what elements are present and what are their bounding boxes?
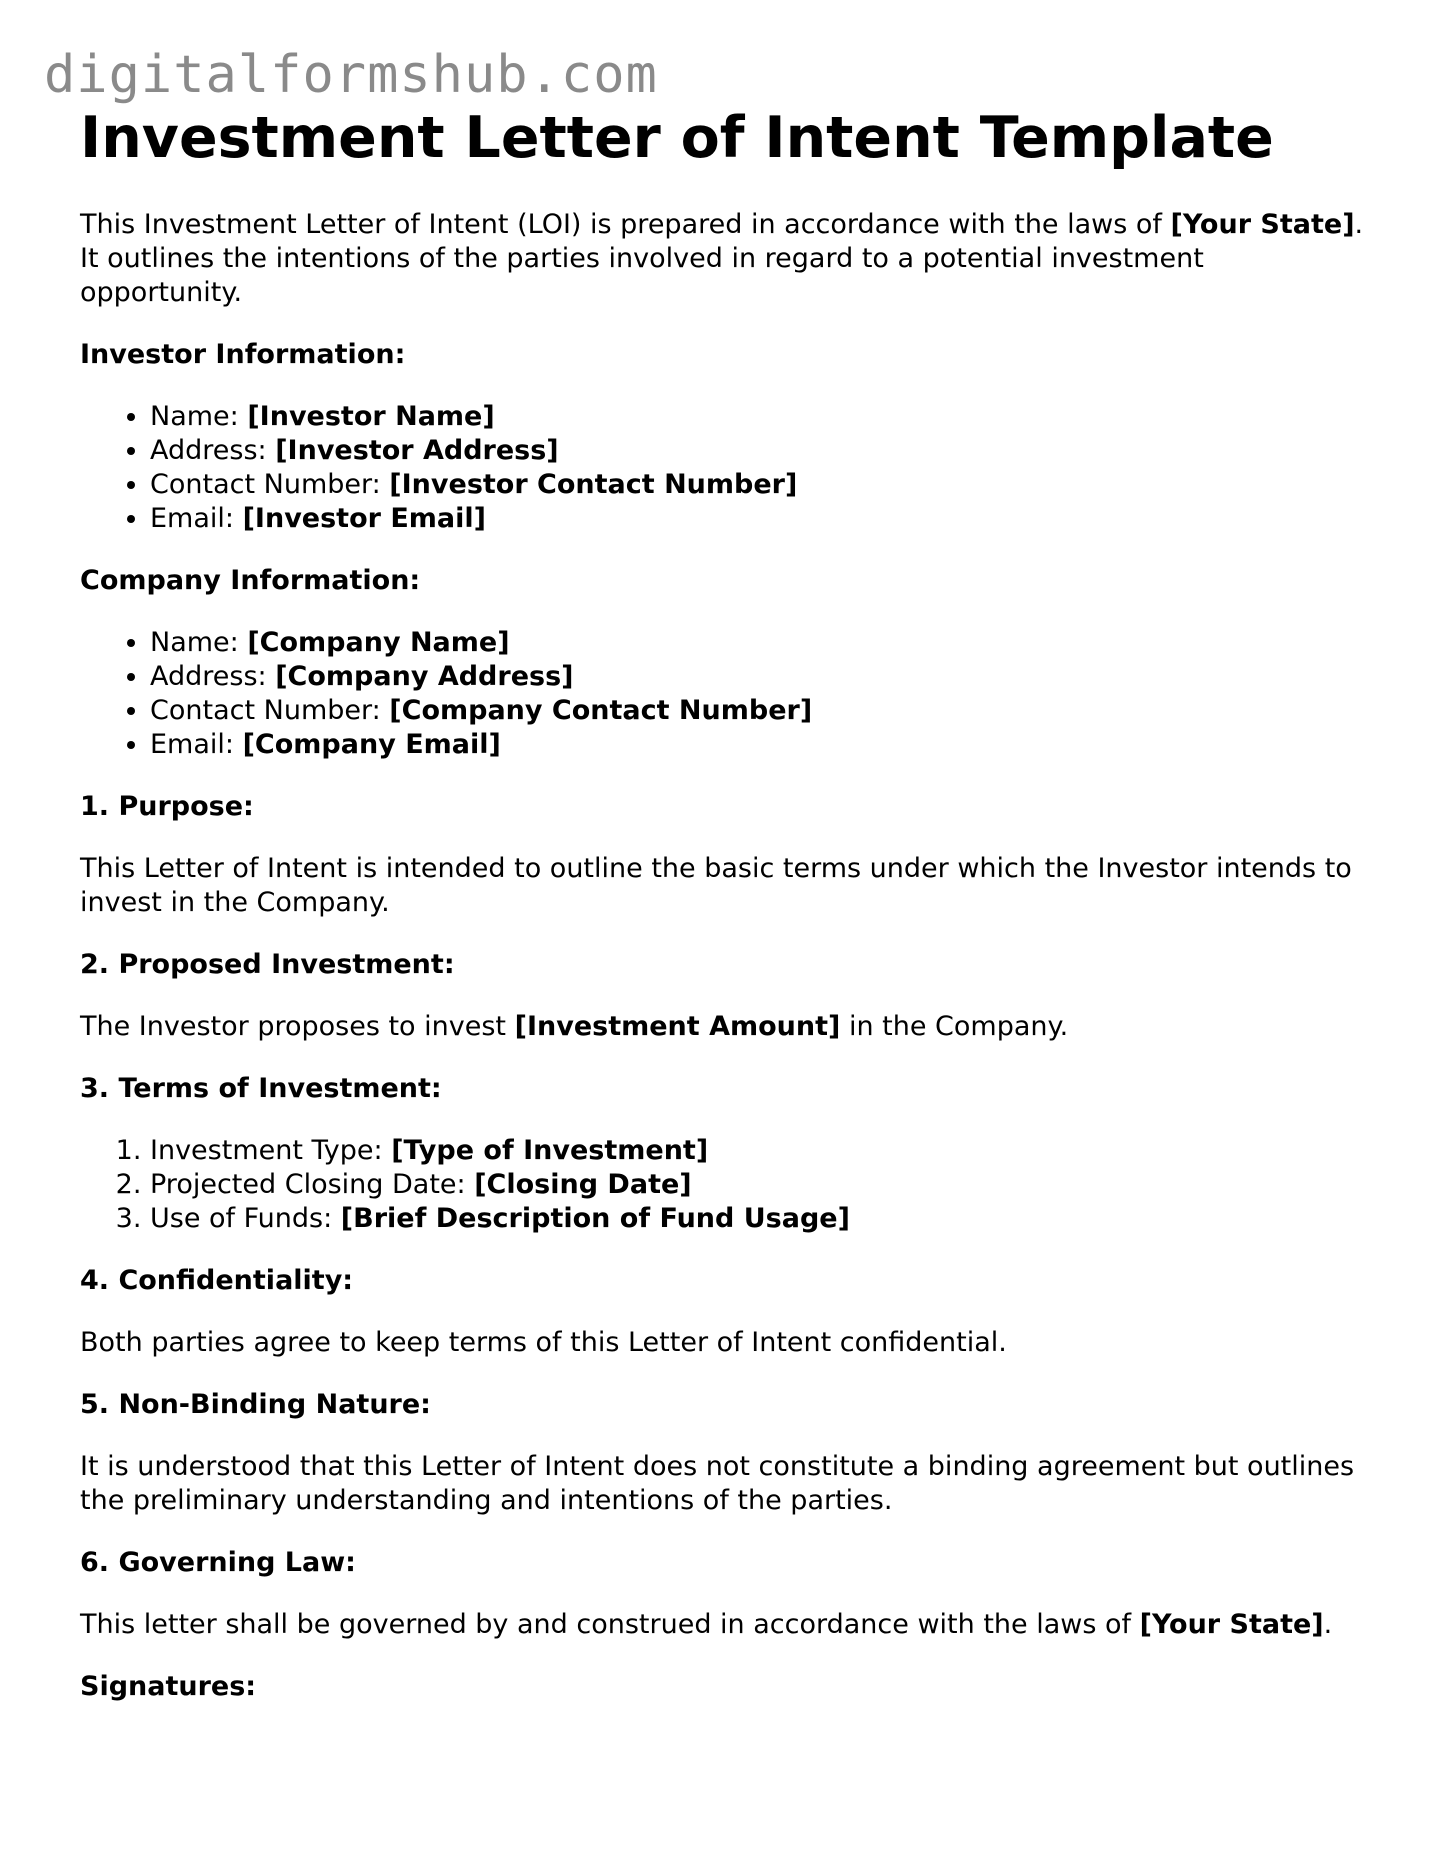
investor-contact-placeholder: [Investor Contact Number] xyxy=(389,469,798,500)
investor-email-label: Email: xyxy=(150,503,243,534)
proposed-text-end: in the Company. xyxy=(840,1011,1069,1042)
closing-date-placeholder: [Closing Date] xyxy=(474,1169,692,1200)
company-name-label: Name: xyxy=(150,627,248,658)
company-info-list xyxy=(80,626,1370,762)
document-page xyxy=(80,96,1370,1704)
investor-address-label: Address: xyxy=(150,435,276,466)
investment-type-placeholder: [Type of Investment] xyxy=(391,1135,709,1166)
company-email-placeholder: [Company Email] xyxy=(242,729,501,760)
law-text-end: . xyxy=(1323,1609,1333,1640)
investor-info-list xyxy=(80,400,1370,536)
investor-name-label: Name: xyxy=(150,401,248,432)
company-info-heading: Company Information: xyxy=(80,565,421,596)
proposed-investment-text xyxy=(80,1010,1370,1044)
use-of-funds-label: Use of Funds: xyxy=(150,1203,341,1234)
watermark-site-name: digitalformshub.com xyxy=(44,45,658,105)
terms-heading: 3. Terms of Investment: xyxy=(80,1073,442,1104)
intro-state-placeholder: [Your State] xyxy=(1170,209,1355,240)
intro-paragraph xyxy=(80,208,1370,310)
company-contact-label: Contact Number: xyxy=(150,695,390,726)
investor-email-placeholder: [Investor Email] xyxy=(242,503,487,534)
list-item xyxy=(150,660,1370,694)
purpose-heading: 1. Purpose: xyxy=(80,791,254,822)
proposed-investment-heading: 2. Proposed Investment: xyxy=(80,949,455,980)
company-contact-placeholder: [Company Contact Number] xyxy=(389,695,813,726)
investor-address-placeholder: [Investor Address] xyxy=(275,435,559,466)
document-title: Investment Letter of Intent Template xyxy=(80,105,1274,171)
list-item xyxy=(150,400,1370,434)
company-address-placeholder: [Company Address] xyxy=(275,661,574,692)
investor-info-heading: Investor Information: xyxy=(80,339,406,370)
list-item xyxy=(150,1202,1370,1236)
company-name-placeholder: [Company Name] xyxy=(247,627,510,658)
investment-amount-placeholder: [Investment Amount] xyxy=(514,1011,841,1042)
list-item xyxy=(150,694,1370,728)
list-item xyxy=(150,502,1370,536)
proposed-text-start: The Investor proposes to invest xyxy=(80,1011,515,1042)
intro-text-end: . It outlines the intentions of the parties involved in regard to a potential investment opportunity. xyxy=(80,209,1364,308)
governing-law-text xyxy=(80,1608,1370,1642)
use-of-funds-placeholder: [Brief Description of Fund Usage] xyxy=(340,1203,850,1234)
non-binding-heading: 5. Non-Binding Nature: xyxy=(80,1389,431,1420)
law-state-placeholder: [Your State] xyxy=(1139,1609,1324,1640)
investment-type-label: Investment Type: xyxy=(150,1135,392,1166)
closing-date-label: Projected Closing Date: xyxy=(150,1169,475,1200)
list-item xyxy=(150,626,1370,660)
investor-contact-label: Contact Number: xyxy=(150,469,390,500)
list-item xyxy=(150,728,1370,762)
law-text-start: This letter shall be governed by and construed in accordance with the laws of xyxy=(80,1609,1140,1640)
purpose-text: This Letter of Intent is intended to outline the basic terms under which the Investor intends to invest in the Company. xyxy=(80,853,1352,918)
company-address-label: Address: xyxy=(150,661,276,692)
company-email-label: Email: xyxy=(150,729,243,760)
terms-list xyxy=(80,1134,1370,1236)
list-item xyxy=(150,1168,1370,1202)
intro-text-start: This Investment Letter of Intent (LOI) is prepared in accordance with the laws of xyxy=(80,209,1171,240)
list-item xyxy=(150,1134,1370,1168)
governing-law-heading: 6. Governing Law: xyxy=(80,1547,356,1578)
list-item xyxy=(150,468,1370,502)
list-item xyxy=(150,434,1370,468)
confidentiality-heading: 4. Confidentiality: xyxy=(80,1265,354,1296)
confidentiality-text: Both parties agree to keep terms of this Letter of Intent confidential. xyxy=(80,1327,1007,1358)
signatures-heading: Signatures: xyxy=(80,1671,257,1702)
investor-name-placeholder: [Investor Name] xyxy=(247,401,495,432)
non-binding-text: It is understood that this Letter of Intent does not constitute a binding agreement but outlines the preliminary understanding and intentions of the parties. xyxy=(80,1451,1355,1516)
